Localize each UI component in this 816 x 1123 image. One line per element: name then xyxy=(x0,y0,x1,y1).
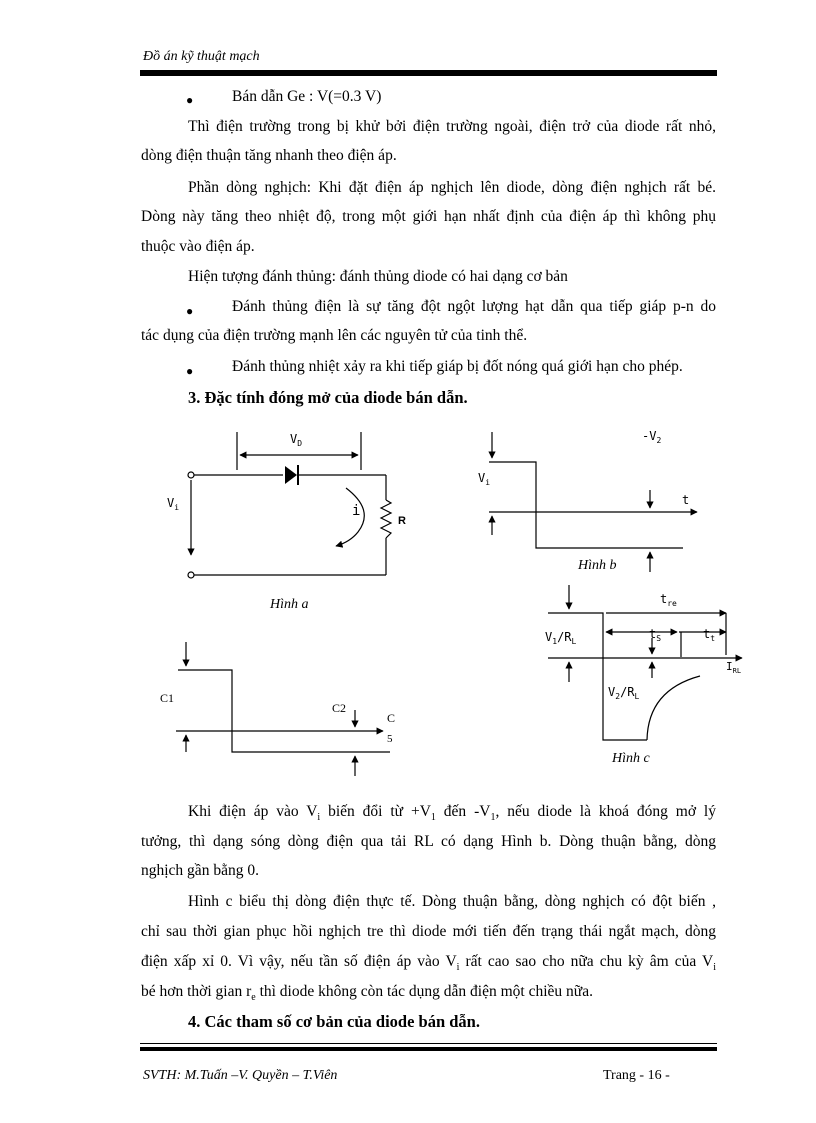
label-irl: $I_{RL}$ xyxy=(726,660,742,675)
diode-switching-figures xyxy=(140,420,750,800)
bullet2-line2: tác dụng của điện trường mạnh lên các nguyên tử của tinh thể. xyxy=(141,327,528,344)
header-rule xyxy=(140,70,717,76)
figure-c-waveform xyxy=(548,585,742,740)
bullet3-text: Đánh thủng nhiệt xảy ra khi tiếp giáp bị đốt nóng quá giới hạn cho phép. xyxy=(232,358,683,375)
section-heading-3: 3. Đặc tính đóng mở của diode bán dẫn. xyxy=(188,388,468,407)
para5-line3: điện xấp xỉ 0. Vì vậy, nếu tần số điện áp vào $V_i$ rất cao sao cho nữa chu kỳ âm của $V_i$ xyxy=(141,953,716,974)
label-vi-a: $V_i$ xyxy=(167,496,180,512)
figure-a-circuit xyxy=(188,432,391,578)
footer-rule-thick xyxy=(140,1047,717,1051)
label-vi-b: $V_i$ xyxy=(478,471,491,487)
footer-page-number: Trang - 16 - xyxy=(603,1068,670,1083)
label-ts: $t_S$ xyxy=(649,627,662,643)
para5-line2: chỉ sau thời gian phục hồi nghịch tre thì diode mới tiến đến trạng thái ngắt mạch, dòng xyxy=(141,923,716,940)
para1-line1: Thì điện trường trong bị khử bởi điện trường ngoài, điện trở của diode rất nhỏ, xyxy=(188,118,716,135)
figure-b-waveform xyxy=(489,432,697,572)
para2-line3: thuộc vào điện áp. xyxy=(141,238,255,255)
bullet-dot: ● xyxy=(186,93,194,107)
resistor-symbol xyxy=(381,500,391,538)
bullet-ge-text: Bán dẫn Ge : V(=0.3 V) xyxy=(232,88,382,105)
label-i: i xyxy=(352,503,361,519)
section-heading-4: 4. Các tham số cơ bản của diode bán dẫn. xyxy=(188,1012,480,1031)
label-c1: C1 xyxy=(160,691,175,705)
bullet-dot: ● xyxy=(186,304,194,318)
para1-line2: dòng điện thuận tăng nhanh theo điện áp. xyxy=(141,147,397,164)
para3: Hiện tượng đánh thủng: đánh thủng diode có hai dạng cơ bản xyxy=(188,268,568,285)
footer-rule-thin xyxy=(140,1043,717,1044)
label-tt: $t_t$ xyxy=(703,627,716,643)
label-t: t xyxy=(682,493,690,507)
caption-c: Hình c xyxy=(612,751,650,766)
para2-line1: Phần dòng nghịch: Khi đặt điện áp nghịch lên diode, dòng điện nghịch rất bé. xyxy=(188,179,716,196)
para4-line3: nghịch gần bằng 0. xyxy=(141,862,259,879)
para4-line2: tưởng, thì dạng sóng dòng điện qua tải RL có dạng Hình b. Dòng thuận bằng, dòng xyxy=(141,833,716,850)
label-c2: C2 xyxy=(332,701,347,715)
label-c: C xyxy=(387,711,396,725)
figure-d-waveform xyxy=(176,642,390,776)
caption-a: Hình a xyxy=(270,597,309,612)
footer-authors: SVTH: M.Tuấn –V. Quyền – T.Viên xyxy=(143,1068,338,1083)
para5-line1: Hình c biểu thị dòng điện thực tế. Dòng thuận bằng, dòng nghịch có đột biến , xyxy=(188,893,716,910)
recovery-curve xyxy=(647,676,700,740)
label-v2-rl: $V_2/R_L$ xyxy=(608,685,640,701)
para2-line2: Dòng này tăng theo nhiệt độ, trong một giới hạn nhất định của điện áp thì không phụ xyxy=(141,208,716,225)
para5-line4: bé hơn thời gian $r_e$ thì diode không còn tác dụng dẫn điện một chiều nữa. xyxy=(141,983,593,1004)
label-v1-rl: $V_1/R_L$ xyxy=(545,630,577,646)
bullet-dot: ● xyxy=(186,364,194,378)
bullet2-line1: Đánh thủng điện là sự tăng đột ngột lượng hạt dẫn qua tiếp giáp p-n do xyxy=(232,298,716,315)
terminal-top xyxy=(188,472,194,478)
label-r: R xyxy=(398,515,406,527)
diode-symbol xyxy=(285,466,297,484)
running-header: Đồ án kỹ thuật mạch xyxy=(143,49,260,64)
para4-line1: Khi điện áp vào $V_i$ biến đổi từ $+V_1$ đến $-V_1$, nếu diode là khoá đóng mở lý xyxy=(188,803,716,824)
label-vd: $V_D$ xyxy=(290,432,303,448)
label-tre: $t_{re}$ xyxy=(660,592,677,608)
label-5: 5 xyxy=(387,733,393,745)
terminal-bottom xyxy=(188,572,194,578)
label-minus-v2: $-V_2$ xyxy=(642,429,662,445)
caption-b: Hình b xyxy=(578,558,617,573)
